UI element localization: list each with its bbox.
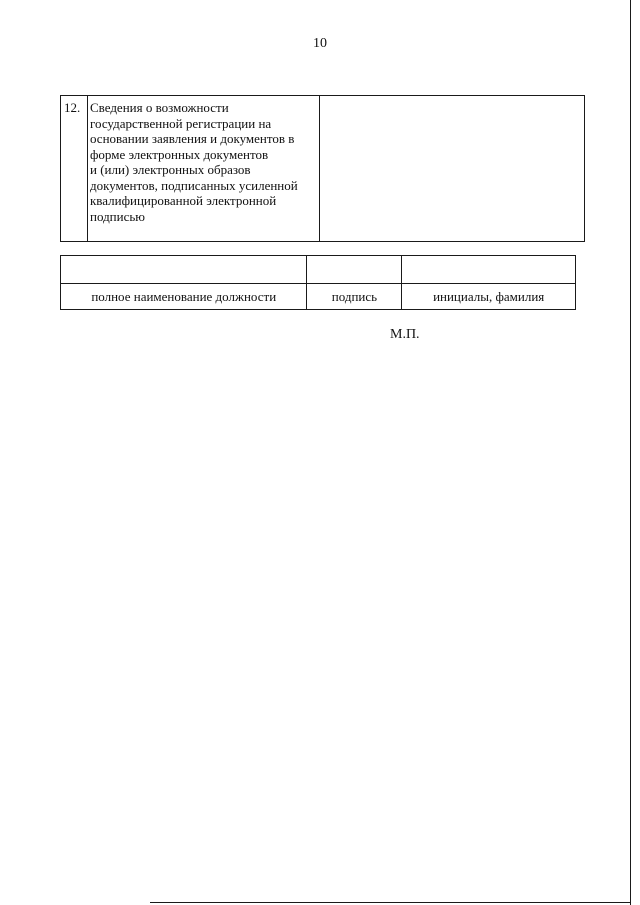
item-value-field[interactable]: [319, 96, 584, 242]
position-field[interactable]: [61, 256, 307, 284]
page-edge-bottom: [150, 902, 630, 903]
item-description-line: Сведения о возможности: [89, 100, 229, 115]
item-description-line: документов, подписанных усиленной: [89, 177, 298, 193]
signature-caption-row: [61, 284, 576, 310]
page-number: 10: [313, 36, 327, 51]
stamp-label: М.П.: [390, 327, 420, 342]
item-description-line: и (или) электронных образов: [89, 162, 251, 177]
item-number: 12.: [61, 96, 88, 242]
item-description-line: подписью: [89, 208, 146, 224]
signature-field[interactable]: [307, 256, 402, 284]
signature-entry-row: [61, 256, 576, 284]
item-description-line: государственной регистрации на: [89, 115, 272, 131]
page-edge-right: [630, 0, 631, 905]
item-table: [60, 95, 585, 242]
name-field[interactable]: [402, 256, 576, 284]
position-caption: полное наименование должности: [61, 284, 307, 310]
name-caption: инициалы, фамилия: [402, 284, 576, 310]
signature-caption: подпись: [307, 284, 402, 310]
item-description-line: основании заявления и документов в: [89, 131, 295, 146]
item-description-line: квалифицированной электронной: [89, 193, 277, 208]
table-row: [61, 96, 585, 242]
item-description-line: форме электронных документов: [89, 146, 269, 162]
signature-table: [60, 255, 576, 310]
item-description: [87, 96, 319, 242]
